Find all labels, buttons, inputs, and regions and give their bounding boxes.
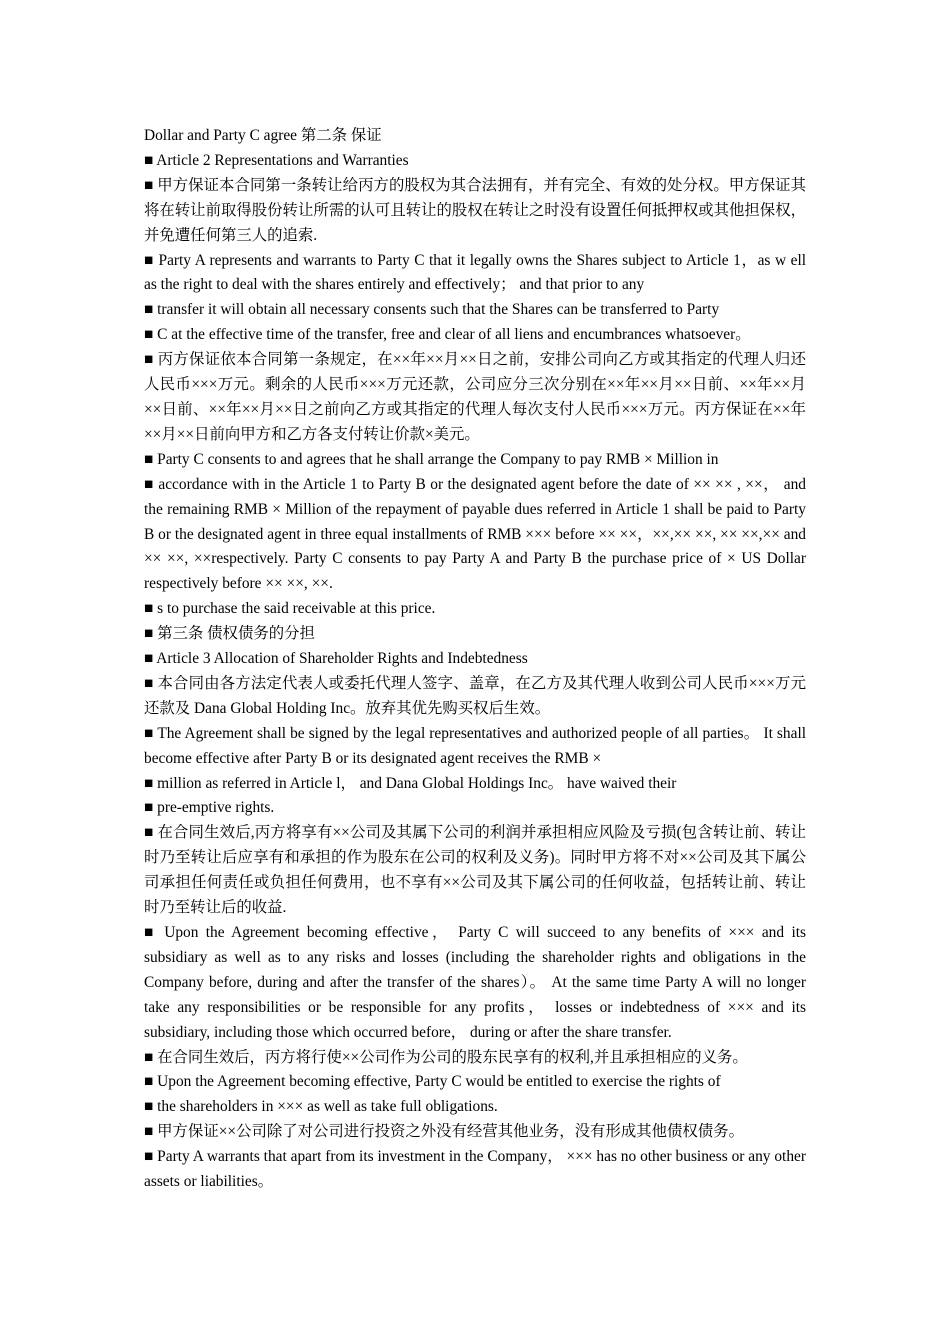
document-page <box>144 124 806 1195</box>
paragraph-payment-en-2: ■ accordance with in the Article 1 to Party B or the designated agent before the date of ×× ×× , ××， and the remaining RMB × Million of the repayment of payable dues referred in Article 1 shall be paid to Party B or the designated agent in three equal installments of RMB ××× before ×× ××，××,×× ××, ×× ××,×× and ×× ××, ××respectively. Party C consents to pay Party A and Party B the purchase price of × US Dollar respectively before ×× ××, ××. <box>144 475 806 593</box>
paragraph-heading-article-2-en: ■ Article 2 Representations and Warranties <box>144 151 409 169</box>
paragraph-rights-en-1: ■ Upon the Agreement becoming effective, Party C would be entitled to exercise the rights of <box>144 1073 721 1091</box>
paragraph-no-business-cn: ■ 甲方保证××公司除了对公司进行投资之外没有经营其他业务，没有形成其他债权债务。 <box>144 1123 744 1141</box>
paragraph-profits-cn: ■ 在合同生效后,丙方将享有××公司及其属下公司的利润并承担相应风险及亏损(包含转让前、转让时乃至转让后应享有和承担的作为股东在公司的权利及义务)。同时甲方将不对××公司及其下属公司承担任何责任或负担任何费用，也不享有××公司及其下属公司的任何收益，包括转让前、转让时乃至转让后的收益. <box>144 824 806 917</box>
paragraph-warranty-en-3: ■ C at the effective time of the transfer, free and clear of all liens and encumbrances whatsoever。 <box>144 326 751 344</box>
paragraph-profits-en: ■ Upon the Agreement becoming effective， Party C will succeed to any benefits of ××× and its subsidiary as well as to any risks and losses (including the shareholder rights and obligations in the Company before, during and after the transfer of the shares）。 At the same time Party A will no longer take any responsibilities or be responsible for any profits， losses or indebtedness of ××× and its subsidiary, including those which occurred before， during or after the share transfer. <box>144 924 806 1041</box>
paragraph-payment-cn: ■ 丙方保证依本合同第一条规定，在××年××月××日之前，安排公司向乙方或其指定的代理人归还人民币×××万元。剩余的人民币×××万元还款，公司应分三次分别在××年××月××日前、××年××月××日前、××年××月××日之前向乙方或其指定的代理人每次支付人民币×××万元。丙方保证在××年××月××日前向甲方和乙方各支付转让价款×美元。 <box>144 351 806 443</box>
paragraph-heading-article-3-cn: ■ 第三条 债权债务的分担 <box>144 625 315 643</box>
paragraph-warranty-cn: ■ 甲方保证本合同第一条转让给丙方的股权为其合法拥有，并有完全、有效的处分权。甲方保证其将在转让前取得股份转让所需的认可且转让的股权在转让之时没有设置任何抵押权或其他担保权，并免遭任何第三人的追索. <box>144 176 806 244</box>
paragraph-warranty-en-2: ■ transfer it will obtain all necessary consents such that the Shares can be transferred to Party <box>144 301 720 319</box>
paragraph-heading-article-2-cn: Dollar and Party C agree 第二条 保证 <box>144 127 382 144</box>
paragraph-rights-en-2: ■ the shareholders in ××× as well as take full obligations. <box>144 1098 498 1116</box>
paragraph-no-business-en: ■ Party A warrants that apart from its investment in the Company， ××× has no other business or any other assets or liabilities。 <box>144 1148 806 1191</box>
paragraph-payment-en-1: ■ Party C consents to and agrees that he shall arrange the Company to pay RMB × Million in <box>144 450 719 468</box>
paragraph-effective-cn: ■ 本合同由各方法定代表人或委托代理人签字、盖章，在乙方及其代理人收到公司人民币×××万元还款及 Dana Global Holding Inc。放弃其优先购买权后生效。 <box>144 674 806 717</box>
paragraph-effective-en-1: ■ The Agreement shall be signed by the legal representatives and authorized people of all parties。 It shall become effective after Party B or its designated agent receives the RMB × <box>144 724 806 767</box>
paragraph-warranty-en-1: ■ Party A represents and warrants to Party C that it legally owns the Shares subject to Article 1，as w ell as the right to deal with the shares entirely and effectively； and that prior to any <box>144 251 806 294</box>
paragraph-rights-cn: ■ 在合同生效后，丙方将行使××公司作为公司的股东民享有的权利,并且承担相应的义务。 <box>144 1048 748 1066</box>
paragraph-effective-en-2: ■ million as referred in Article l， and Dana Global Holdings Inc。 have waived their <box>144 774 677 792</box>
paragraph-effective-en-3: ■ pre-emptive rights. <box>144 799 275 817</box>
paragraph-heading-article-3-en: ■ Article 3 Allocation of Shareholder Rights and Indebtedness <box>144 650 528 668</box>
paragraph-payment-en-3: ■ s to purchase the said receivable at this price. <box>144 600 436 618</box>
